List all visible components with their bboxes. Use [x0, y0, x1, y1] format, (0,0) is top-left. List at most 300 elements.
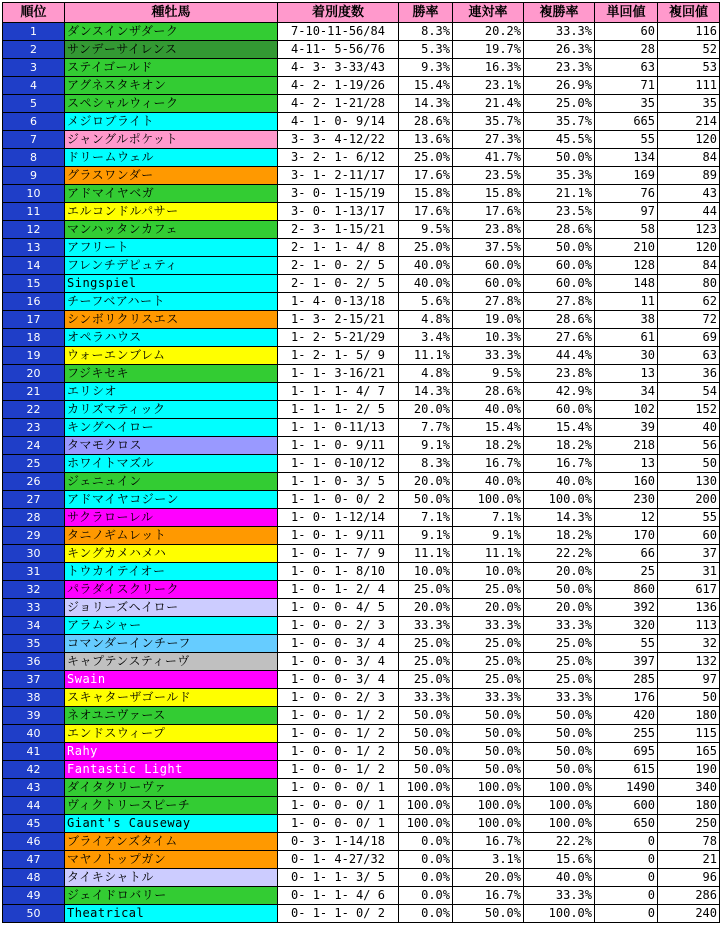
top3-rate-cell[interactable]: 60.0%	[524, 275, 595, 293]
record-cell[interactable]: 1- 0- 1- 9/11	[278, 527, 399, 545]
rank-cell[interactable]: 3	[3, 59, 65, 77]
stallion-name-cell[interactable]: Fantastic Light	[65, 761, 278, 779]
place-return-cell[interactable]: 53	[658, 59, 720, 77]
win-return-cell[interactable]: 0	[595, 833, 658, 851]
win-return-cell[interactable]: 61	[595, 329, 658, 347]
record-cell[interactable]: 0- 1- 1- 3/ 5	[278, 869, 399, 887]
win-return-cell[interactable]: 97	[595, 203, 658, 221]
top3-rate-cell[interactable]: 27.8%	[524, 293, 595, 311]
stallion-name-cell[interactable]: マヤノトップガン	[65, 851, 278, 869]
top2-rate-cell[interactable]: 25.0%	[453, 653, 524, 671]
stallion-name-cell[interactable]: フジキセキ	[65, 365, 278, 383]
win-rate-cell[interactable]: 33.3%	[399, 617, 453, 635]
top2-rate-cell[interactable]: 20.0%	[453, 599, 524, 617]
stallion-name-cell[interactable]: オペラハウス	[65, 329, 278, 347]
top2-rate-cell[interactable]: 100.0%	[453, 815, 524, 833]
stallion-name-cell[interactable]: タマモクロス	[65, 437, 278, 455]
stallion-name-cell[interactable]: スキャターザゴールド	[65, 689, 278, 707]
win-rate-cell[interactable]: 9.5%	[399, 221, 453, 239]
record-cell[interactable]: 4-11- 5-56/76	[278, 41, 399, 59]
stallion-name-cell[interactable]: マンハッタンカフェ	[65, 221, 278, 239]
stallion-name-cell[interactable]: パラダイスクリーク	[65, 581, 278, 599]
table-row[interactable]	[3, 311, 720, 329]
table-row[interactable]	[3, 383, 720, 401]
place-return-cell[interactable]: 180	[658, 797, 720, 815]
record-cell[interactable]: 3- 1- 2-11/17	[278, 167, 399, 185]
top2-rate-cell[interactable]: 33.3%	[453, 617, 524, 635]
table-row[interactable]	[3, 95, 720, 113]
table-row[interactable]	[3, 545, 720, 563]
rank-cell[interactable]: 29	[3, 527, 65, 545]
stallion-name-cell[interactable]: Rahy	[65, 743, 278, 761]
rank-cell[interactable]: 21	[3, 383, 65, 401]
table-row[interactable]	[3, 41, 720, 59]
table-row[interactable]	[3, 113, 720, 131]
top2-rate-cell[interactable]: 16.7%	[453, 833, 524, 851]
place-return-cell[interactable]: 44	[658, 203, 720, 221]
table-row[interactable]	[3, 401, 720, 419]
top2-rate-cell[interactable]: 10.3%	[453, 329, 524, 347]
top2-rate-cell[interactable]: 100.0%	[453, 491, 524, 509]
table-row[interactable]	[3, 59, 720, 77]
rank-cell[interactable]: 48	[3, 869, 65, 887]
stallion-name-cell[interactable]: アラムシャー	[65, 617, 278, 635]
win-rate-cell[interactable]: 0.0%	[399, 869, 453, 887]
win-return-cell[interactable]: 134	[595, 149, 658, 167]
win-rate-cell[interactable]: 5.6%	[399, 293, 453, 311]
win-return-cell[interactable]: 60	[595, 23, 658, 41]
win-rate-cell[interactable]: 33.3%	[399, 689, 453, 707]
win-rate-cell[interactable]: 15.4%	[399, 77, 453, 95]
win-rate-cell[interactable]: 8.3%	[399, 23, 453, 41]
stallion-name-cell[interactable]: タイキシャトル	[65, 869, 278, 887]
record-cell[interactable]: 1- 2- 5-21/29	[278, 329, 399, 347]
stallion-name-cell[interactable]: スペシャルウィーク	[65, 95, 278, 113]
top3-rate-cell[interactable]: 14.3%	[524, 509, 595, 527]
table-row[interactable]	[3, 527, 720, 545]
stallion-name-cell[interactable]: ダンスインザダーク	[65, 23, 278, 41]
win-return-cell[interactable]: 39	[595, 419, 658, 437]
win-return-cell[interactable]: 230	[595, 491, 658, 509]
stallion-name-cell[interactable]: ジェイドロバリー	[65, 887, 278, 905]
place-return-cell[interactable]: 43	[658, 185, 720, 203]
table-row[interactable]	[3, 905, 720, 923]
rank-cell[interactable]: 9	[3, 167, 65, 185]
top2-rate-cell[interactable]: 40.0%	[453, 401, 524, 419]
rank-cell[interactable]: 28	[3, 509, 65, 527]
top2-rate-cell[interactable]: 100.0%	[453, 779, 524, 797]
top3-rate-cell[interactable]: 40.0%	[524, 869, 595, 887]
rank-cell[interactable]: 27	[3, 491, 65, 509]
rank-cell[interactable]: 2	[3, 41, 65, 59]
header-record[interactable]: 着別度数	[278, 3, 399, 23]
rank-cell[interactable]: 44	[3, 797, 65, 815]
place-return-cell[interactable]: 340	[658, 779, 720, 797]
place-return-cell[interactable]: 96	[658, 869, 720, 887]
table-row[interactable]	[3, 365, 720, 383]
record-cell[interactable]: 0- 1- 1- 4/ 6	[278, 887, 399, 905]
table-row[interactable]	[3, 167, 720, 185]
place-return-cell[interactable]: 200	[658, 491, 720, 509]
table-row[interactable]	[3, 815, 720, 833]
win-return-cell[interactable]: 218	[595, 437, 658, 455]
win-return-cell[interactable]: 12	[595, 509, 658, 527]
win-return-cell[interactable]: 176	[595, 689, 658, 707]
win-return-cell[interactable]: 76	[595, 185, 658, 203]
top2-rate-cell[interactable]: 3.1%	[453, 851, 524, 869]
stallion-name-cell[interactable]: タニノギムレット	[65, 527, 278, 545]
place-return-cell[interactable]: 180	[658, 707, 720, 725]
table-row[interactable]	[3, 509, 720, 527]
rank-cell[interactable]: 5	[3, 95, 65, 113]
record-cell[interactable]: 3- 0- 1-13/17	[278, 203, 399, 221]
record-cell[interactable]: 1- 0- 0- 1/ 2	[278, 743, 399, 761]
top2-rate-cell[interactable]: 27.8%	[453, 293, 524, 311]
place-return-cell[interactable]: 152	[658, 401, 720, 419]
rank-cell[interactable]: 11	[3, 203, 65, 221]
rank-cell[interactable]: 30	[3, 545, 65, 563]
win-rate-cell[interactable]: 20.0%	[399, 401, 453, 419]
win-rate-cell[interactable]: 50.0%	[399, 761, 453, 779]
win-return-cell[interactable]: 0	[595, 869, 658, 887]
win-return-cell[interactable]: 169	[595, 167, 658, 185]
top2-rate-cell[interactable]: 50.0%	[453, 761, 524, 779]
table-row[interactable]	[3, 221, 720, 239]
win-return-cell[interactable]: 695	[595, 743, 658, 761]
place-return-cell[interactable]: 40	[658, 419, 720, 437]
table-row[interactable]	[3, 149, 720, 167]
header-stallion[interactable]: 種牡馬	[65, 3, 278, 23]
top3-rate-cell[interactable]: 33.3%	[524, 23, 595, 41]
top2-rate-cell[interactable]: 16.7%	[453, 887, 524, 905]
win-rate-cell[interactable]: 50.0%	[399, 491, 453, 509]
top3-rate-cell[interactable]: 44.4%	[524, 347, 595, 365]
place-return-cell[interactable]: 84	[658, 149, 720, 167]
win-rate-cell[interactable]: 11.1%	[399, 545, 453, 563]
stallion-name-cell[interactable]: サクラローレル	[65, 509, 278, 527]
table-row[interactable]	[3, 581, 720, 599]
table-row[interactable]	[3, 293, 720, 311]
table-row[interactable]	[3, 563, 720, 581]
rank-cell[interactable]: 47	[3, 851, 65, 869]
top2-rate-cell[interactable]: 23.1%	[453, 77, 524, 95]
stallion-name-cell[interactable]: ジョリーズヘイロー	[65, 599, 278, 617]
stallion-name-cell[interactable]: アドマイヤコジーン	[65, 491, 278, 509]
top3-rate-cell[interactable]: 25.0%	[524, 95, 595, 113]
rank-cell[interactable]: 6	[3, 113, 65, 131]
top3-rate-cell[interactable]: 26.3%	[524, 41, 595, 59]
win-rate-cell[interactable]: 25.0%	[399, 581, 453, 599]
stallion-name-cell[interactable]: Swain	[65, 671, 278, 689]
win-rate-cell[interactable]: 17.6%	[399, 203, 453, 221]
win-rate-cell[interactable]: 20.0%	[399, 473, 453, 491]
top3-rate-cell[interactable]: 23.3%	[524, 59, 595, 77]
win-return-cell[interactable]: 13	[595, 365, 658, 383]
record-cell[interactable]: 4- 2- 1-21/28	[278, 95, 399, 113]
rank-cell[interactable]: 35	[3, 635, 65, 653]
header-rank[interactable]: 順位	[3, 3, 65, 23]
win-rate-cell[interactable]: 4.8%	[399, 365, 453, 383]
top3-rate-cell[interactable]: 28.6%	[524, 311, 595, 329]
place-return-cell[interactable]: 50	[658, 455, 720, 473]
record-cell[interactable]: 1- 0- 0- 1/ 2	[278, 725, 399, 743]
top2-rate-cell[interactable]: 25.0%	[453, 635, 524, 653]
record-cell[interactable]: 2- 1- 0- 2/ 5	[278, 275, 399, 293]
win-return-cell[interactable]: 38	[595, 311, 658, 329]
table-row[interactable]	[3, 77, 720, 95]
stallion-name-cell[interactable]: チーフベアハート	[65, 293, 278, 311]
rank-cell[interactable]: 4	[3, 77, 65, 95]
table-row[interactable]	[3, 851, 720, 869]
place-return-cell[interactable]: 116	[658, 23, 720, 41]
top3-rate-cell[interactable]: 23.8%	[524, 365, 595, 383]
stallion-name-cell[interactable]: ブライアンズタイム	[65, 833, 278, 851]
win-rate-cell[interactable]: 40.0%	[399, 257, 453, 275]
top3-rate-cell[interactable]: 50.0%	[524, 149, 595, 167]
win-return-cell[interactable]: 320	[595, 617, 658, 635]
stallion-name-cell[interactable]: アフリート	[65, 239, 278, 257]
record-cell[interactable]: 1- 2- 1- 5/ 9	[278, 347, 399, 365]
place-return-cell[interactable]: 60	[658, 527, 720, 545]
top2-rate-cell[interactable]: 28.6%	[453, 383, 524, 401]
top3-rate-cell[interactable]: 40.0%	[524, 473, 595, 491]
win-return-cell[interactable]: 148	[595, 275, 658, 293]
win-rate-cell[interactable]: 0.0%	[399, 833, 453, 851]
record-cell[interactable]: 2- 3- 1-15/21	[278, 221, 399, 239]
stallion-name-cell[interactable]: キングヘイロー	[65, 419, 278, 437]
win-rate-cell[interactable]: 14.3%	[399, 383, 453, 401]
top2-rate-cell[interactable]: 25.0%	[453, 581, 524, 599]
stallion-name-cell[interactable]: ジェニュイン	[65, 473, 278, 491]
win-rate-cell[interactable]: 0.0%	[399, 851, 453, 869]
record-cell[interactable]: 1- 0- 0- 3/ 4	[278, 671, 399, 689]
place-return-cell[interactable]: 115	[658, 725, 720, 743]
rank-cell[interactable]: 19	[3, 347, 65, 365]
top2-rate-cell[interactable]: 16.7%	[453, 455, 524, 473]
top2-rate-cell[interactable]: 35.7%	[453, 113, 524, 131]
stallion-name-cell[interactable]: メジロブライト	[65, 113, 278, 131]
win-return-cell[interactable]: 600	[595, 797, 658, 815]
table-row[interactable]	[3, 635, 720, 653]
win-return-cell[interactable]: 0	[595, 887, 658, 905]
win-return-cell[interactable]: 58	[595, 221, 658, 239]
place-return-cell[interactable]: 132	[658, 653, 720, 671]
place-return-cell[interactable]: 240	[658, 905, 720, 923]
table-row[interactable]	[3, 725, 720, 743]
rank-cell[interactable]: 31	[3, 563, 65, 581]
rank-cell[interactable]: 22	[3, 401, 65, 419]
table-row[interactable]	[3, 761, 720, 779]
stallion-name-cell[interactable]: ホワイトマズル	[65, 455, 278, 473]
win-rate-cell[interactable]: 3.4%	[399, 329, 453, 347]
place-return-cell[interactable]: 136	[658, 599, 720, 617]
top3-rate-cell[interactable]: 25.0%	[524, 635, 595, 653]
rank-cell[interactable]: 46	[3, 833, 65, 851]
top3-rate-cell[interactable]: 35.3%	[524, 167, 595, 185]
record-cell[interactable]: 1- 0- 1-12/14	[278, 509, 399, 527]
stallion-name-cell[interactable]: グラスワンダー	[65, 167, 278, 185]
record-cell[interactable]: 0- 3- 1-14/18	[278, 833, 399, 851]
win-rate-cell[interactable]: 50.0%	[399, 707, 453, 725]
place-return-cell[interactable]: 286	[658, 887, 720, 905]
stallion-name-cell[interactable]: キングカメハメハ	[65, 545, 278, 563]
rank-cell[interactable]: 40	[3, 725, 65, 743]
win-rate-cell[interactable]: 14.3%	[399, 95, 453, 113]
win-rate-cell[interactable]: 11.1%	[399, 347, 453, 365]
rank-cell[interactable]: 38	[3, 689, 65, 707]
place-return-cell[interactable]: 89	[658, 167, 720, 185]
top3-rate-cell[interactable]: 25.0%	[524, 653, 595, 671]
win-rate-cell[interactable]: 7.7%	[399, 419, 453, 437]
table-row[interactable]	[3, 257, 720, 275]
top3-rate-cell[interactable]: 33.3%	[524, 617, 595, 635]
top3-rate-cell[interactable]: 35.7%	[524, 113, 595, 131]
top2-rate-cell[interactable]: 11.1%	[453, 545, 524, 563]
place-return-cell[interactable]: 113	[658, 617, 720, 635]
win-rate-cell[interactable]: 0.0%	[399, 887, 453, 905]
rank-cell[interactable]: 49	[3, 887, 65, 905]
top3-rate-cell[interactable]: 33.3%	[524, 689, 595, 707]
stallion-name-cell[interactable]: ダイタクリーヴァ	[65, 779, 278, 797]
place-return-cell[interactable]: 21	[658, 851, 720, 869]
rank-cell[interactable]: 18	[3, 329, 65, 347]
place-return-cell[interactable]: 69	[658, 329, 720, 347]
top2-rate-cell[interactable]: 17.6%	[453, 203, 524, 221]
place-return-cell[interactable]: 62	[658, 293, 720, 311]
record-cell[interactable]: 4- 3- 3-33/43	[278, 59, 399, 77]
place-return-cell[interactable]: 250	[658, 815, 720, 833]
place-return-cell[interactable]: 37	[658, 545, 720, 563]
place-return-cell[interactable]: 50	[658, 689, 720, 707]
place-return-cell[interactable]: 36	[658, 365, 720, 383]
top2-rate-cell[interactable]: 100.0%	[453, 797, 524, 815]
place-return-cell[interactable]: 130	[658, 473, 720, 491]
top3-rate-cell[interactable]: 18.2%	[524, 527, 595, 545]
win-rate-cell[interactable]: 20.0%	[399, 599, 453, 617]
stallion-name-cell[interactable]: シンボリクリスエス	[65, 311, 278, 329]
rank-cell[interactable]: 42	[3, 761, 65, 779]
place-return-cell[interactable]: 80	[658, 275, 720, 293]
place-return-cell[interactable]: 35	[658, 95, 720, 113]
record-cell[interactable]: 1- 4- 0-13/18	[278, 293, 399, 311]
stallion-name-cell[interactable]: ステイゴールド	[65, 59, 278, 77]
table-row[interactable]	[3, 347, 720, 365]
top2-rate-cell[interactable]: 60.0%	[453, 257, 524, 275]
top3-rate-cell[interactable]: 27.6%	[524, 329, 595, 347]
stallion-name-cell[interactable]: ネオユニヴァース	[65, 707, 278, 725]
stallion-name-cell[interactable]: Singspiel	[65, 275, 278, 293]
record-cell[interactable]: 3- 0- 1-15/19	[278, 185, 399, 203]
table-row[interactable]	[3, 779, 720, 797]
record-cell[interactable]: 1- 1- 0- 0/ 2	[278, 491, 399, 509]
win-return-cell[interactable]: 0	[595, 905, 658, 923]
top3-rate-cell[interactable]: 16.7%	[524, 455, 595, 473]
record-cell[interactable]: 1- 0- 1- 7/ 9	[278, 545, 399, 563]
table-row[interactable]	[3, 887, 720, 905]
win-return-cell[interactable]: 420	[595, 707, 658, 725]
rank-cell[interactable]: 37	[3, 671, 65, 689]
top2-rate-cell[interactable]: 37.5%	[453, 239, 524, 257]
top3-rate-cell[interactable]: 20.0%	[524, 599, 595, 617]
rank-cell[interactable]: 43	[3, 779, 65, 797]
top2-rate-cell[interactable]: 50.0%	[453, 725, 524, 743]
top3-rate-cell[interactable]: 22.2%	[524, 545, 595, 563]
win-rate-cell[interactable]: 100.0%	[399, 815, 453, 833]
place-return-cell[interactable]: 111	[658, 77, 720, 95]
record-cell[interactable]: 4- 2- 1-19/26	[278, 77, 399, 95]
win-return-cell[interactable]: 55	[595, 131, 658, 149]
win-return-cell[interactable]: 34	[595, 383, 658, 401]
table-row[interactable]	[3, 797, 720, 815]
stallion-name-cell[interactable]: ドリームウェル	[65, 149, 278, 167]
rank-cell[interactable]: 8	[3, 149, 65, 167]
top3-rate-cell[interactable]: 22.2%	[524, 833, 595, 851]
record-cell[interactable]: 1- 0- 0- 1/ 2	[278, 761, 399, 779]
stallion-name-cell[interactable]: アドマイヤベガ	[65, 185, 278, 203]
win-return-cell[interactable]: 55	[595, 635, 658, 653]
rank-cell[interactable]: 24	[3, 437, 65, 455]
win-rate-cell[interactable]: 100.0%	[399, 779, 453, 797]
top3-rate-cell[interactable]: 50.0%	[524, 581, 595, 599]
win-return-cell[interactable]: 650	[595, 815, 658, 833]
win-return-cell[interactable]: 665	[595, 113, 658, 131]
top2-rate-cell[interactable]: 9.1%	[453, 527, 524, 545]
place-return-cell[interactable]: 120	[658, 131, 720, 149]
win-rate-cell[interactable]: 13.6%	[399, 131, 453, 149]
top2-rate-cell[interactable]: 33.3%	[453, 347, 524, 365]
rank-cell[interactable]: 16	[3, 293, 65, 311]
rank-cell[interactable]: 45	[3, 815, 65, 833]
win-rate-cell[interactable]: 0.0%	[399, 905, 453, 923]
place-return-cell[interactable]: 78	[658, 833, 720, 851]
top3-rate-cell[interactable]: 15.6%	[524, 851, 595, 869]
rank-cell[interactable]: 7	[3, 131, 65, 149]
table-row[interactable]	[3, 23, 720, 41]
rank-cell[interactable]: 50	[3, 905, 65, 923]
rank-cell[interactable]: 15	[3, 275, 65, 293]
record-cell[interactable]: 1- 1- 0- 9/11	[278, 437, 399, 455]
rank-cell[interactable]: 33	[3, 599, 65, 617]
record-cell[interactable]: 3- 3- 4-12/22	[278, 131, 399, 149]
table-row[interactable]	[3, 833, 720, 851]
top3-rate-cell[interactable]: 50.0%	[524, 707, 595, 725]
stallion-name-cell[interactable]: コマンダーインチーフ	[65, 635, 278, 653]
stallion-name-cell[interactable]: ジャングルポケット	[65, 131, 278, 149]
win-return-cell[interactable]: 63	[595, 59, 658, 77]
place-return-cell[interactable]: 56	[658, 437, 720, 455]
win-return-cell[interactable]: 392	[595, 599, 658, 617]
win-return-cell[interactable]: 30	[595, 347, 658, 365]
top2-rate-cell[interactable]: 50.0%	[453, 905, 524, 923]
record-cell[interactable]: 1- 1- 0-10/12	[278, 455, 399, 473]
win-rate-cell[interactable]: 4.8%	[399, 311, 453, 329]
win-rate-cell[interactable]: 40.0%	[399, 275, 453, 293]
table-row[interactable]	[3, 437, 720, 455]
record-cell[interactable]: 7-10-11-56/84	[278, 23, 399, 41]
record-cell[interactable]: 1- 0- 0- 4/ 5	[278, 599, 399, 617]
table-row[interactable]	[3, 707, 720, 725]
top2-rate-cell[interactable]: 18.2%	[453, 437, 524, 455]
top2-rate-cell[interactable]: 33.3%	[453, 689, 524, 707]
top2-rate-cell[interactable]: 20.2%	[453, 23, 524, 41]
place-return-cell[interactable]: 617	[658, 581, 720, 599]
top2-rate-cell[interactable]: 16.3%	[453, 59, 524, 77]
record-cell[interactable]: 1- 0- 0- 2/ 3	[278, 617, 399, 635]
top2-rate-cell[interactable]: 19.0%	[453, 311, 524, 329]
win-rate-cell[interactable]: 25.0%	[399, 635, 453, 653]
header-win-rate[interactable]: 勝率	[399, 3, 453, 23]
record-cell[interactable]: 1- 1- 0- 3/ 5	[278, 473, 399, 491]
